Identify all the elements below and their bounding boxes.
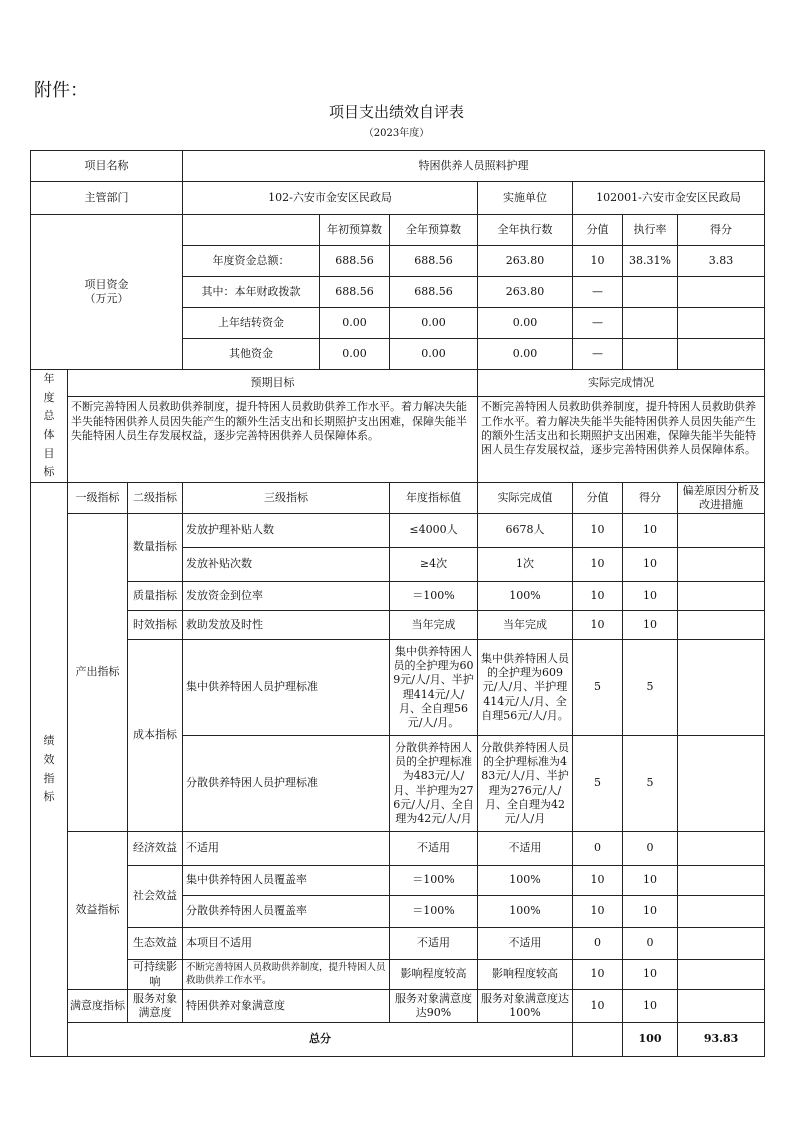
indicator-value: 5 <box>573 736 623 832</box>
funds-score: 3.83 <box>678 246 765 277</box>
funds-executed: 0.00 <box>478 339 573 370</box>
perf-row <box>31 640 765 736</box>
perf-header-level2: 二级指标 <box>128 483 183 514</box>
perf-header-target: 年度指标值 <box>390 483 478 514</box>
indicator-actual: 1次 <box>478 548 573 582</box>
funds-rate: 38.31% <box>623 246 678 277</box>
indicator-name: 不断完善特困人员救助供养制度，提升特困人员救助供养工作水平。 <box>183 960 390 990</box>
indicator-score: 10 <box>623 582 678 611</box>
perf-row <box>31 990 765 1023</box>
expected-goal-header: 预期目标 <box>68 370 478 397</box>
funds-row-label: 其他资金 <box>183 339 320 370</box>
funds-score <box>678 339 765 370</box>
funds-annual: 688.56 <box>390 277 478 308</box>
funds-score-value: — <box>573 277 623 308</box>
indicator-note <box>678 896 765 928</box>
indicator-note <box>678 832 765 866</box>
indicator-name: 发放补贴次数 <box>183 548 390 582</box>
indicator-target: 影响程度较高 <box>390 960 478 990</box>
indicator-note <box>678 514 765 548</box>
sustainable-label: 可持续影响 <box>128 960 183 990</box>
indicator-actual: 当年完成 <box>478 611 573 640</box>
indicator-value: 10 <box>573 514 623 548</box>
social-label: 社会效益 <box>128 866 183 928</box>
indicator-note <box>678 548 765 582</box>
perf-row <box>31 582 765 611</box>
indicator-name: 集中供养特困人员护理标准 <box>183 640 390 736</box>
indicator-score: 10 <box>623 611 678 640</box>
funds-rate <box>623 277 678 308</box>
funds-score <box>678 308 765 339</box>
funds-row-label: 年度资金总额： <box>183 246 320 277</box>
perf-row <box>31 514 765 548</box>
funds-executed: 263.80 <box>478 246 573 277</box>
indicator-actual: 分散供养特困人员的全护理标准为483元/人/月、半护理为276元/人/月、全自理为42元/人/月 <box>478 736 573 832</box>
impl-value: 102001-六安市金安区民政局 <box>573 182 765 215</box>
funds-row-label: 上年结转资金 <box>183 308 320 339</box>
indicator-note <box>678 960 765 990</box>
indicator-actual: 不适用 <box>478 832 573 866</box>
indicator-actual: 6678人 <box>478 514 573 548</box>
indicator-name: 发放护理补贴人数 <box>183 514 390 548</box>
perf-header-value: 分值 <box>573 483 623 514</box>
impl-label: 实施单位 <box>478 182 573 215</box>
funds-row-label: 其中：本年财政拨款 <box>183 277 320 308</box>
project-name: 特困供养人员照料护理 <box>183 151 765 182</box>
indicator-target: 服务对象满意度达90% <box>390 990 478 1023</box>
indicator-name: 不适用 <box>183 832 390 866</box>
funds-initial: 688.56 <box>320 246 390 277</box>
indicator-actual: 集中供养特困人员的全护理为609元/人/月、半护理414元/人/月、全自理56元/人/月。 <box>478 640 573 736</box>
total-blank <box>573 1023 623 1057</box>
funds-initial: 0.00 <box>320 308 390 339</box>
indicator-value: 10 <box>573 548 623 582</box>
actual-goal-text: 不断完善特困人员救助供养制度，提升特困人员救助供养工作水平。着力解决失能半失能特困供养人员因失能产生的额外生活支出和长期照护支出困难，保障失能半失能特困人员生存发展权益，逐步完善特困供养人员保障体系。 <box>478 397 765 483</box>
ecological-label: 生态效益 <box>128 928 183 960</box>
perf-row <box>31 960 765 990</box>
goals-label: 年 度 总 体 目 标 <box>31 370 68 483</box>
perf-header-level3: 三级指标 <box>183 483 390 514</box>
indicator-actual: 不适用 <box>478 928 573 960</box>
page-title: 项目支出绩效自评表 <box>328 103 464 121</box>
indicator-target: ＝100% <box>390 896 478 928</box>
cost-label: 成本指标 <box>128 640 183 832</box>
indicator-target: ＝100% <box>390 582 478 611</box>
funds-header-blank <box>183 215 320 246</box>
funds-score-value: 10 <box>573 246 623 277</box>
perf-row <box>31 928 765 960</box>
dept-label: 主管部门 <box>31 182 183 215</box>
indicator-note <box>678 611 765 640</box>
funds-header-annual: 全年预算数 <box>390 215 478 246</box>
funds-rate <box>623 308 678 339</box>
indicator-name: 集中供养特困人员覆盖率 <box>183 866 390 896</box>
funds-score-value: — <box>573 339 623 370</box>
funds-header-value: 分值 <box>573 215 623 246</box>
funds-header-initial: 年初预算数 <box>320 215 390 246</box>
perf-row <box>31 611 765 640</box>
funds-annual: 688.56 <box>390 246 478 277</box>
benefit-label: 效益指标 <box>68 832 128 990</box>
indicator-target: ＝100% <box>390 866 478 896</box>
project-name-label: 项目名称 <box>31 151 183 182</box>
indicator-name: 本项目不适用 <box>183 928 390 960</box>
indicator-note <box>678 866 765 896</box>
indicator-target: 当年完成 <box>390 611 478 640</box>
indicator-note <box>678 640 765 736</box>
actual-goal-header: 实际完成情况 <box>478 370 765 397</box>
perf-row <box>31 866 765 896</box>
total-score: 93.83 <box>678 1023 765 1057</box>
funds-score <box>678 277 765 308</box>
indicator-score: 10 <box>623 896 678 928</box>
indicator-note <box>678 736 765 832</box>
timeliness-label: 时效指标 <box>128 611 183 640</box>
indicator-name: 救助发放及时性 <box>183 611 390 640</box>
satisfaction-label: 满意度指标 <box>68 990 128 1023</box>
dept-value: 102-六安市金安区民政局 <box>183 182 478 215</box>
indicator-name: 发放资金到位率 <box>183 582 390 611</box>
funds-rate <box>623 339 678 370</box>
indicator-actual: 100% <box>478 866 573 896</box>
perf-header-level1: 一级指标 <box>68 483 128 514</box>
indicator-note <box>678 990 765 1023</box>
indicator-name: 分散供养特困人员覆盖率 <box>183 896 390 928</box>
indicator-value: 10 <box>573 896 623 928</box>
indicator-value: 0 <box>573 928 623 960</box>
indicator-actual: 100% <box>478 582 573 611</box>
indicator-target: 分散供养特困人员的全护理标准为483元/人/月、半护理为276元/人/月、全自理为42元/人/月 <box>390 736 478 832</box>
indicator-score: 10 <box>623 548 678 582</box>
funds-score-value: — <box>573 308 623 339</box>
indicator-score: 10 <box>623 866 678 896</box>
attachment-label: 附件： <box>34 80 88 101</box>
funds-header-rate: 执行率 <box>623 215 678 246</box>
indicator-note <box>678 928 765 960</box>
self-evaluation-table <box>30 150 765 1057</box>
perf-label: 绩 效 指 标 <box>31 483 68 1057</box>
indicator-score: 10 <box>623 514 678 548</box>
indicator-actual: 服务对象满意度达100% <box>478 990 573 1023</box>
quantity-label: 数量指标 <box>128 514 183 582</box>
indicator-value: 0 <box>573 832 623 866</box>
indicator-name: 分散供养特困人员护理标准 <box>183 736 390 832</box>
total-value: 100 <box>623 1023 678 1057</box>
service-label: 服务对象满意度 <box>128 990 183 1023</box>
indicator-score: 10 <box>623 960 678 990</box>
perf-header-note: 偏差原因分析及改进措施 <box>678 483 765 514</box>
indicator-value: 10 <box>573 866 623 896</box>
funds-annual: 0.00 <box>390 339 478 370</box>
indicator-value: 10 <box>573 990 623 1023</box>
indicator-note <box>678 582 765 611</box>
year-subtitle: （2023年度） <box>363 128 430 139</box>
indicator-value: 5 <box>573 640 623 736</box>
total-label: 总分 <box>68 1023 573 1057</box>
indicator-actual: 影响程度较高 <box>478 960 573 990</box>
funds-executed: 263.80 <box>478 277 573 308</box>
indicator-target: ≤4000人 <box>390 514 478 548</box>
funds-initial: 688.56 <box>320 277 390 308</box>
indicator-value: 10 <box>573 611 623 640</box>
funds-executed: 0.00 <box>478 308 573 339</box>
indicator-target: 不适用 <box>390 832 478 866</box>
indicator-target: ≥4次 <box>390 548 478 582</box>
economic-label: 经济效益 <box>128 832 183 866</box>
perf-header-score: 得分 <box>623 483 678 514</box>
output-label: 产出指标 <box>68 514 128 832</box>
indicator-score: 5 <box>623 640 678 736</box>
indicator-score: 0 <box>623 928 678 960</box>
indicator-value: 10 <box>573 582 623 611</box>
funds-label: 项目资金 （万元） <box>31 215 183 370</box>
funds-annual: 0.00 <box>390 308 478 339</box>
indicator-score: 5 <box>623 736 678 832</box>
indicator-actual: 100% <box>478 896 573 928</box>
funds-initial: 0.00 <box>320 339 390 370</box>
perf-header-actual: 实际完成值 <box>478 483 573 514</box>
funds-header-executed: 全年执行数 <box>478 215 573 246</box>
quality-label: 质量指标 <box>128 582 183 611</box>
indicator-target: 集中供养特困人员的全护理为609元/人/月、半护理414元/人/月、全自理56元/人/月。 <box>390 640 478 736</box>
indicator-target: 不适用 <box>390 928 478 960</box>
perf-row <box>31 832 765 866</box>
funds-header-score: 得分 <box>678 215 765 246</box>
indicator-name: 特困供养对象满意度 <box>183 990 390 1023</box>
expected-goal-text: 不断完善特困人员救助供养制度，提升特困人员救助供养工作水平。着力解决失能半失能特困供养人员因失能产生的额外生活支出和长期照护支出困难，保障失能半失能特困人员生存发展权益，逐步完善特困供养人员保障体系。 <box>68 397 478 483</box>
indicator-score: 10 <box>623 990 678 1023</box>
indicator-score: 0 <box>623 832 678 866</box>
indicator-value: 10 <box>573 960 623 990</box>
